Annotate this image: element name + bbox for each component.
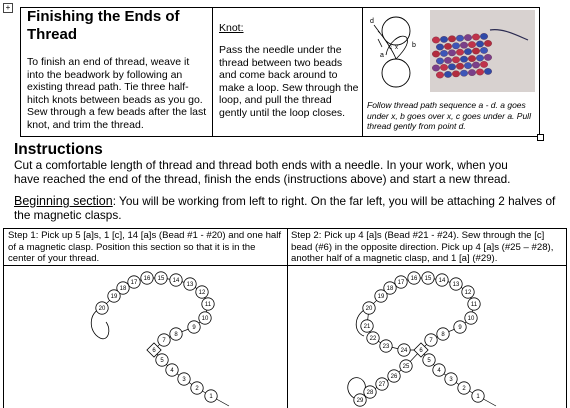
photo-bead: [452, 57, 460, 63]
bead-number-label: 20: [98, 306, 106, 313]
bead-number-label: 24: [400, 348, 408, 355]
bead-number-label: 18: [386, 286, 394, 293]
step-2-diagram: [288, 266, 566, 408]
photo-bead: [444, 57, 452, 63]
bead-number-label: 25: [402, 364, 410, 371]
bead-number-label: 4: [437, 368, 441, 375]
photo-bead: [444, 43, 452, 49]
photo-bead: [436, 58, 444, 64]
bead-number-label: 11: [204, 302, 212, 309]
bead-number-label: 7: [162, 338, 166, 345]
bead-number-label: 11: [470, 302, 478, 309]
bead-number-label: 22: [369, 336, 377, 343]
photo-bead: [484, 68, 492, 74]
photo-bead: [460, 70, 468, 76]
bead-number-label: 3: [182, 377, 186, 384]
step-2-text: Step 2: Pick up 4 [a]s (Bead #21 - #24). Sew through the [c] bead (#6) in the opposite direction. Pick up 4 [a]s (#25 – #28), another half of a magnetic clasp, and 1 [a] (#29).: [291, 230, 554, 264]
bead-number-label: 8: [174, 332, 178, 339]
bead-number-label: 15: [157, 276, 165, 283]
bead-number-label: 6: [152, 348, 156, 355]
bead-number-label: 5: [160, 358, 164, 365]
bead-number-label: 29: [356, 398, 364, 405]
bead-number-label: 18: [119, 286, 127, 293]
section-title: Finishing the Ends of Thread: [27, 8, 180, 43]
top-table-border-bottom: [20, 136, 539, 137]
bead-number-label: 1: [209, 394, 213, 401]
bead-number-label: 10: [467, 316, 475, 323]
photo-bead: [476, 69, 484, 75]
bead-number-label: 6: [419, 348, 423, 355]
top-table-border-right: [539, 7, 540, 137]
diagram-label-x: x: [395, 45, 398, 51]
photo-bead: [452, 71, 460, 77]
knot-caption: Follow thread path sequence a - d. a goes under x, b goes over x, c goes under a. Pull thread gently from point d.: [367, 100, 531, 131]
bead-number-label: 10: [201, 316, 209, 323]
photo-bead: [464, 34, 472, 40]
bead-number-label: 12: [198, 290, 206, 297]
photo-bead: [480, 61, 488, 67]
bead-number-label: 19: [110, 294, 118, 301]
photo-bead: [440, 50, 448, 56]
bead-number-label: 8: [441, 332, 445, 339]
bead-number-label: 9: [192, 325, 196, 332]
instructions-paragraph: Cut a comfortable length of thread and thread both ends with a needle. In your work, when you have reached the end of the thread, finish the ends (instructions above) and start a new thread.: [14, 158, 511, 186]
photo-bead: [472, 48, 480, 54]
bead-number-label: 13: [452, 282, 460, 289]
beginning-section-label: Beginning section: [14, 194, 113, 208]
top-table-divider-1: [212, 7, 213, 137]
beadwork-photo: [430, 10, 535, 92]
photo-bead: [464, 62, 472, 68]
photo-bead: [448, 50, 456, 56]
bead-number-label: 5: [427, 358, 431, 365]
photo-bead: [472, 62, 480, 68]
bead-number-label: 12: [464, 290, 472, 297]
bead-number-label: 27: [378, 382, 386, 389]
beginning-section-paragraph: [14, 194, 559, 222]
photo-bead: [440, 36, 448, 42]
diagram-label-b: b: [412, 42, 416, 49]
bead-number-label: 7: [429, 338, 433, 345]
bead-number-label: 26: [390, 374, 398, 381]
photo-bead: [444, 71, 452, 77]
steps-table-border-right: [566, 228, 567, 408]
photo-bead: [432, 65, 440, 71]
bead-number-label: 3: [449, 377, 453, 384]
bead-number-label: 2: [462, 386, 466, 393]
photo-bead: [480, 47, 488, 53]
photo-bead: [484, 40, 492, 46]
photo-bead: [460, 42, 468, 48]
photo-bead: [432, 51, 440, 57]
diagram-label-d: d: [370, 18, 374, 25]
table-resize-handle[interactable]: [537, 134, 544, 141]
photo-bead: [476, 41, 484, 47]
photo-bead: [452, 43, 460, 49]
table-move-handle[interactable]: +: [3, 3, 13, 13]
photo-bead: [484, 54, 492, 60]
photo-bead: [440, 64, 448, 70]
step-1-diagram: [4, 266, 286, 408]
photo-bead: [456, 35, 464, 41]
photo-bead: [432, 37, 440, 43]
bead-number-label: 9: [458, 325, 462, 332]
steps-table-border-top: [3, 228, 566, 229]
finish-instructions-text: To finish an end of thread, weave it into the beadwork by following an existing thread path. Tie three half-hitch knots between beads as you go. Sew through a few beads after the last knot, and trim the thread.: [27, 56, 207, 131]
photo-bead: [464, 48, 472, 54]
diagram-label-a: a: [380, 52, 384, 59]
photo-bead: [436, 44, 444, 50]
bead-number-label: 17: [130, 280, 138, 287]
photo-bead: [468, 41, 476, 47]
photo-bead: [468, 69, 476, 75]
bead-number-label: 19: [377, 294, 385, 301]
photo-bead: [472, 34, 480, 40]
bead-number-label: 4: [170, 368, 174, 375]
photo-bead: [448, 64, 456, 70]
photo-bead: [456, 63, 464, 69]
bead-number-label: 21: [363, 324, 371, 331]
bead-number-label: 28: [366, 390, 374, 397]
knot-instructions-text: Pass the needle under the thread between two beads and come back around to make a loop. Sew through the loop, and pull the thread gently until the loop closes.: [219, 44, 359, 119]
photo-bead: [448, 36, 456, 42]
bead-number-label: 2: [195, 386, 199, 393]
top-table-border-left: [20, 7, 21, 137]
knot-heading: Knot:: [219, 22, 244, 34]
bead-number-label: 20: [365, 306, 373, 313]
knot-diagram: [366, 9, 426, 95]
instructions-heading: Instructions: [14, 141, 103, 158]
top-table-divider-2: [362, 7, 363, 137]
bead-number-label: 15: [424, 276, 432, 283]
photo-bead: [476, 55, 484, 61]
beginning-section-text: : You will be working from left to right. On the far left, you will be attaching 2 halves of the magnetic clasps.: [14, 194, 556, 222]
photo-bead: [456, 49, 464, 55]
bead-number-label: 17: [397, 280, 405, 287]
photo-bead: [460, 56, 468, 62]
bead-number-label: 23: [382, 344, 390, 351]
bead-number-label: 1: [476, 394, 480, 401]
step-1-text: Step 1: Pick up 5 [a]s, 1 [c], 14 [a]s (Bead #1 - #20) and one half of a magnetic clasp. Position this section so that it is in the center of your thread.: [8, 230, 282, 264]
diagram-label-c: c: [389, 45, 392, 51]
bead-number-label: 14: [438, 278, 446, 285]
bead-number-label: 14: [172, 278, 180, 285]
bead-number-label: 13: [186, 282, 194, 289]
bead-number-label: 16: [410, 276, 418, 283]
photo-bead: [468, 55, 476, 61]
bead-number-label: 16: [143, 276, 151, 283]
photo-bead: [480, 33, 488, 39]
photo-bead: [436, 72, 444, 78]
